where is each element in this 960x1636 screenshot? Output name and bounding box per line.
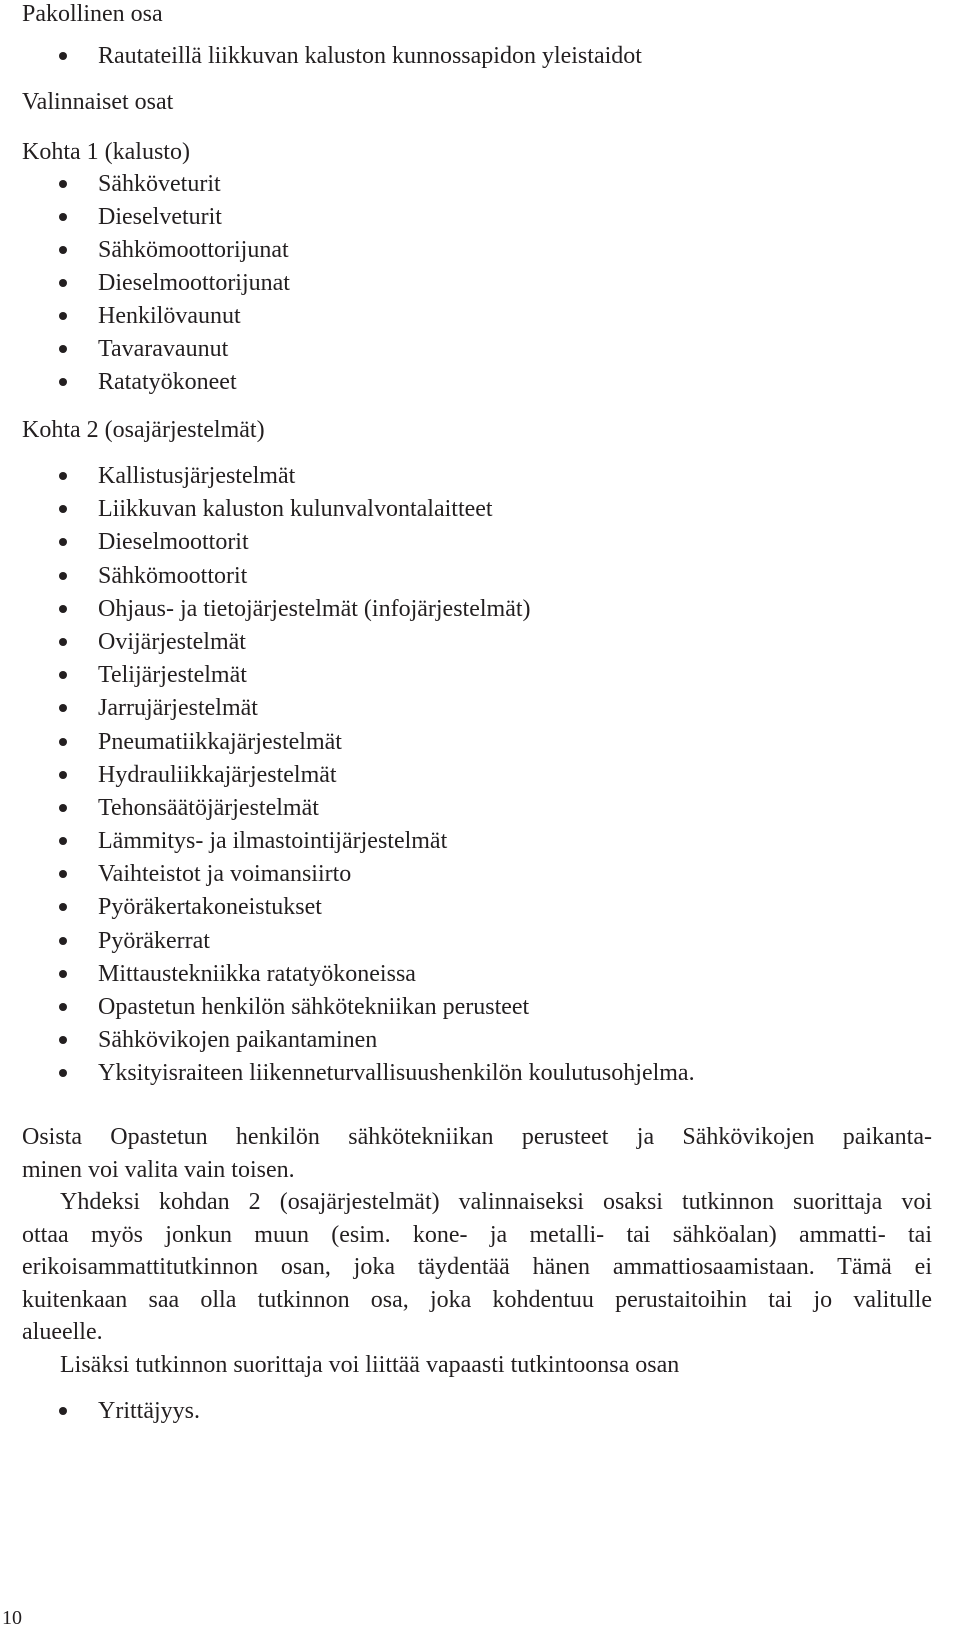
bullet-icon (59, 671, 67, 679)
bullet-icon (59, 704, 67, 712)
list-item: Ratatyökoneet (0, 368, 290, 401)
paragraph-line: alueelle. (22, 1319, 103, 1345)
paragraph-line: Yhdeksi kohdan 2 (osajärjestelmät) valinnaiseksi osaksi tutkinnon suorittaja voi (60, 1189, 932, 1215)
part1-list (0, 170, 290, 401)
list-item: Rautateillä liikkuvan kaluston kunnossapidon yleistaidot (0, 42, 642, 75)
list-item: Opastetun henkilön sähkötekniikan perusteet (0, 993, 695, 1026)
list-item: Dieselmoottorijunat (0, 269, 290, 302)
bullet-icon (59, 903, 67, 911)
bullet-icon (59, 1036, 67, 1044)
list-item: Dieselmoottorit (0, 528, 695, 561)
paragraph-other-part (22, 1186, 932, 1349)
list-item: Jarrujärjestelmät (0, 694, 695, 727)
part2-heading: Kohta 2 (osajärjestelmät) (22, 417, 265, 443)
bullet-icon (59, 180, 67, 188)
paragraph-line: minen voi valita vain toisen. (22, 1156, 295, 1183)
final-list (0, 1397, 200, 1430)
bullet-icon (59, 1407, 67, 1415)
page-number: 10 (2, 1607, 22, 1629)
list-item: Liikkuvan kaluston kulunvalvontalaitteet (0, 495, 695, 528)
list-item: Hydrauliikkajärjestelmät (0, 761, 695, 794)
part2-list (0, 462, 695, 1093)
list-item: Yrittäjyys. (0, 1397, 200, 1430)
bullet-icon (59, 572, 67, 580)
bullet-icon (59, 970, 67, 978)
list-item: Yksityisraiteen liikenneturvallisuushenkilön koulutusohjelma. (0, 1059, 695, 1092)
paragraph-line: kuitenkaan saa olla tutkinnon osa, joka kohdentuu perustaitoihin tai jo valitulle (22, 1286, 932, 1313)
part1-heading: Kohta 1 (kalusto) (22, 139, 190, 165)
bullet-icon (59, 837, 67, 845)
list-item: Kallistusjärjestelmät (0, 462, 695, 495)
list-item: Sähkövikojen paikantaminen (0, 1026, 695, 1059)
bullet-icon (59, 870, 67, 878)
list-item: Pyöräkertakoneistukset (0, 893, 695, 926)
paragraph-line: erikoisammattitutkinnon osan, joka täydentää hänen ammattiosaamistaan. Tämä ei (22, 1254, 932, 1280)
list-item: Telijärjestelmät (0, 661, 695, 694)
paragraph-line: Lisäksi tutkinnon suorittaja voi liittää vapaasti tutkintoonsa osan (60, 1352, 680, 1378)
bullet-icon (59, 804, 67, 812)
paragraph-choice-note (22, 1121, 932, 1186)
paragraph-line: Osista Opastetun henkilön sähkötekniikan perusteet ja Sähkövikojen paikanta- (22, 1124, 932, 1150)
list-item: Tehonsäätöjärjestelmät (0, 794, 695, 827)
list-item: Mittaustekniikka ratatyökoneissa (0, 960, 695, 993)
bullet-icon (59, 738, 67, 746)
list-item: Henkilövaunut (0, 302, 290, 335)
list-item: Vaihteistot ja voimansiirto (0, 860, 695, 893)
bullet-icon (59, 505, 67, 513)
list-item: Ovijärjestelmät (0, 628, 695, 661)
bullet-icon (59, 771, 67, 779)
paragraph-line: ottaa myös jonkun muun (esim. kone- ja metalli- tai sähköalan) ammatti- tai (22, 1221, 932, 1248)
bullet-icon (59, 1069, 67, 1077)
bullet-icon (59, 638, 67, 646)
bullet-icon (59, 279, 67, 287)
paragraph-additional (22, 1349, 932, 1382)
bullet-icon (59, 345, 67, 353)
list-item: Ohjaus- ja tietojärjestelmät (infojärjestelmät) (0, 595, 695, 628)
mandatory-heading: Pakollinen osa (22, 1, 163, 27)
bullet-icon (59, 312, 67, 320)
mandatory-list (0, 42, 642, 75)
bullet-icon (59, 378, 67, 386)
bullet-icon (59, 472, 67, 480)
bullet-icon (59, 605, 67, 613)
bullet-icon (59, 1003, 67, 1011)
bullet-icon (59, 52, 67, 60)
list-item: Pneumatiikkajärjestelmät (0, 728, 695, 761)
bullet-icon (59, 538, 67, 546)
list-item: Sähkömoottorijunat (0, 236, 290, 269)
list-item: Pyöräkerrat (0, 927, 695, 960)
list-item: Dieselveturit (0, 203, 290, 236)
bullet-icon (59, 213, 67, 221)
list-item: Sähköveturit (0, 170, 290, 203)
list-item: Tavaravaunut (0, 335, 290, 368)
list-item: Lämmitys- ja ilmastointijärjestelmät (0, 827, 695, 860)
list-item: Sähkömoottorit (0, 562, 695, 595)
bullet-icon (59, 246, 67, 254)
optional-heading: Valinnaiset osat (22, 89, 174, 115)
bullet-icon (59, 937, 67, 945)
